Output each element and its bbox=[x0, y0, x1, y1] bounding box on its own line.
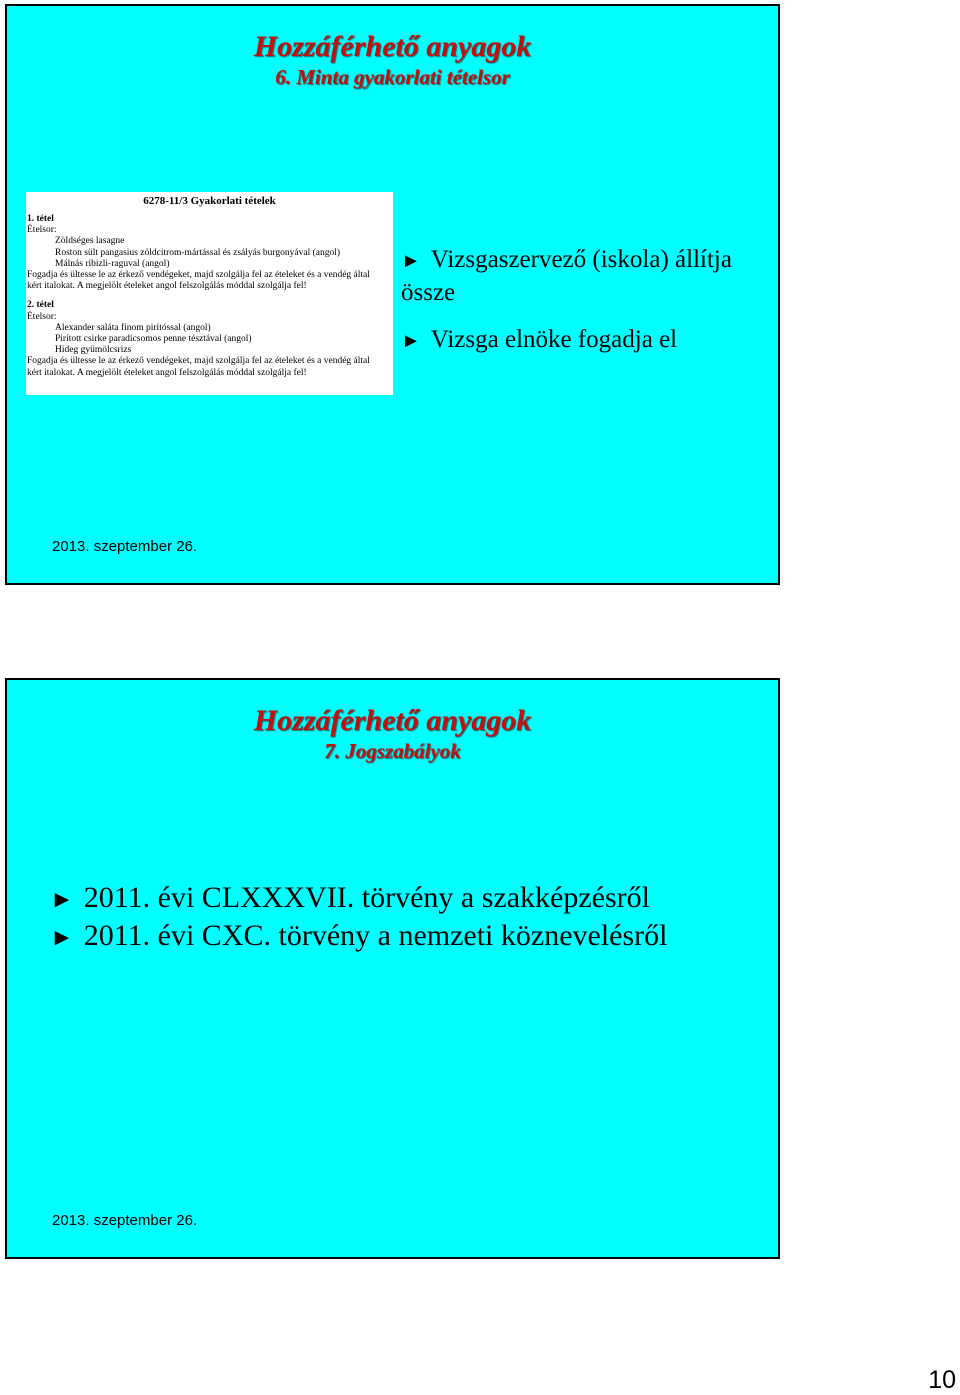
bullet-text: Vizsga elnöke fogadja el bbox=[430, 326, 678, 353]
document-line: Ételsor: bbox=[27, 225, 57, 236]
slide-2-subtitle: 7. Jogszabályok bbox=[324, 739, 461, 763]
bullet-arrow-icon: ► bbox=[401, 250, 421, 272]
document-line: Pirított csirke paradicsomos penne tésztával (angol) bbox=[55, 334, 252, 345]
document-line: Fogadja és ültesse le az érkező vendégeket, majd szolgálja fel az ételeket és a vendég által bbox=[27, 270, 370, 281]
document-line: Málnás ribizli-raguval (angol) bbox=[55, 258, 170, 269]
document-line: Fogadja és ültesse le az érkező vendégeket, majd szolgálja fel az ételeket és a vendég által bbox=[27, 356, 370, 367]
document-line: Hideg gyümölcsrizs bbox=[55, 345, 132, 356]
slide-2-date: 2013. szeptember 26. bbox=[52, 1212, 198, 1229]
document-line: 2. tétel bbox=[27, 300, 54, 311]
slide-1 bbox=[5, 4, 780, 585]
bullet-arrow-icon: ► bbox=[50, 925, 74, 951]
document-line: kért italokat. A megjelölt ételeket angol felszolgálás móddal szolgálja fel! bbox=[27, 281, 307, 292]
document-line: kért italokat. A megjelölt ételeket angol felszolgálás móddal szolgálja fel! bbox=[27, 367, 307, 378]
bullet-item bbox=[401, 324, 771, 357]
bullet-arrow-icon: ► bbox=[50, 887, 74, 913]
slide-2-bullet-list bbox=[50, 880, 770, 956]
slide-1-date: 2013. szeptember 26. bbox=[52, 538, 198, 555]
slide-1-bullet-list bbox=[401, 244, 771, 373]
document-line: Zöldséges lasagne bbox=[55, 236, 125, 247]
document-line: Ételsor: bbox=[27, 311, 57, 322]
document-lines bbox=[26, 214, 393, 379]
slide-1-heading bbox=[7, 30, 778, 90]
bullet-item bbox=[50, 918, 770, 956]
slide-1-subtitle: 6. Minta gyakorlati tételsor bbox=[275, 65, 510, 89]
bullet-text: Vizsgaszervező (iskola) állítja össze bbox=[401, 246, 732, 306]
document-line: Alexander saláta finom pirítóssal (angol) bbox=[55, 322, 211, 333]
document-heading: 6278-11/3 Gyakorlati tételek bbox=[143, 195, 276, 207]
slide-2-heading bbox=[7, 704, 778, 764]
bullet-text: 2011. évi CXC. törvény a nemzeti köznevelésről bbox=[83, 919, 668, 952]
slide-2-title: Hozzáférhető anyagok bbox=[253, 704, 532, 737]
document-line: 1. tétel bbox=[27, 214, 54, 224]
slide-2 bbox=[5, 678, 780, 1259]
exam-items-document-image bbox=[26, 192, 393, 395]
bullet-item bbox=[50, 880, 770, 918]
bullet-item bbox=[401, 244, 771, 308]
slide-1-title: Hozzáférhető anyagok bbox=[253, 30, 532, 63]
bullet-text: 2011. évi CLXXXVII. törvény a szakképzésről bbox=[83, 881, 650, 914]
bullet-arrow-icon: ► bbox=[401, 330, 421, 352]
document-line bbox=[26, 292, 393, 300]
page-number: 10 bbox=[928, 1366, 956, 1394]
document-line: Roston sült pangasius zöldcitrom-mártással és zsályás burgonyával (angol) bbox=[55, 247, 341, 258]
